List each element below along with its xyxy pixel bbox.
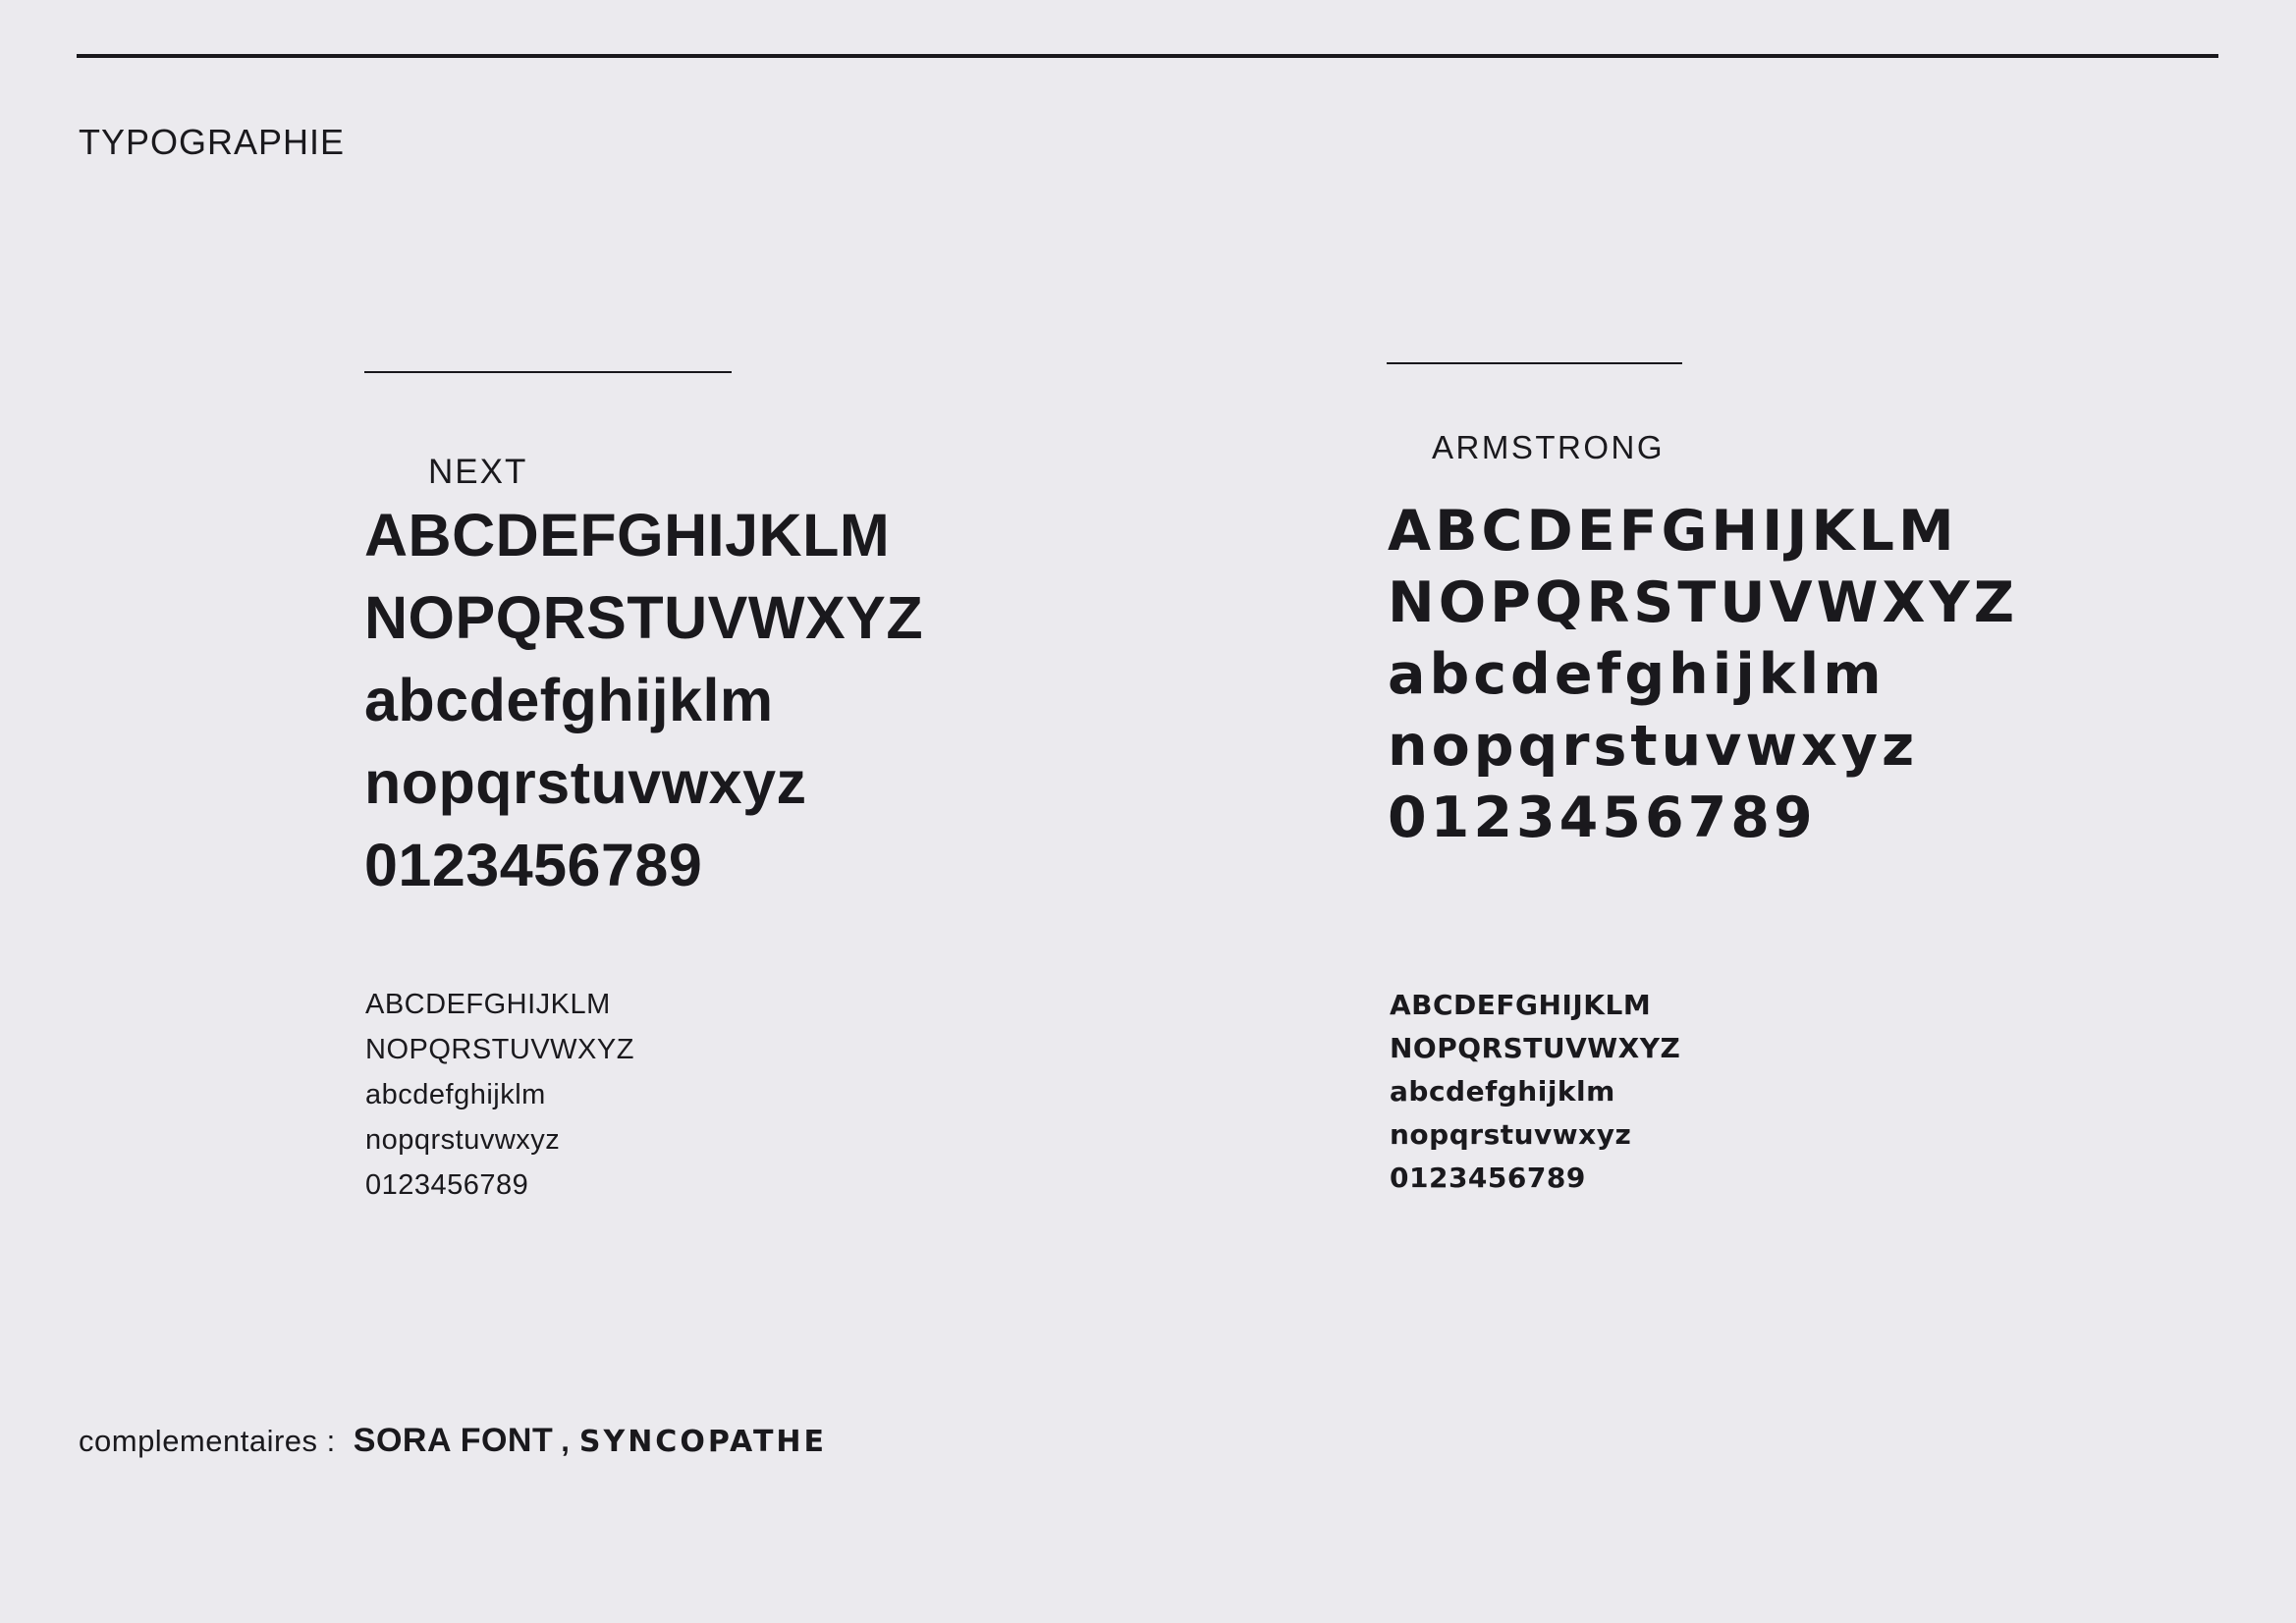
specimen-line-uppercase-2: NOPQRSTUVWXYZ xyxy=(1390,1032,1681,1064)
specimen-line-uppercase-2: NOPQRSTUVWXYZ xyxy=(1388,570,2019,635)
complementary-fonts xyxy=(79,1422,827,1460)
specimen-line-lowercase-1: abcdefghijklm xyxy=(365,1079,546,1110)
specimen-line-lowercase-2: nopqrstuvwxyz xyxy=(1388,714,1919,779)
specimen-line-digits: 0123456789 xyxy=(365,1169,529,1201)
next-font-name: NEXT xyxy=(428,453,528,492)
specimen-line-uppercase-1: ABCDEFGHIJKLM xyxy=(1390,989,1652,1021)
specimen-line-uppercase-2: NOPQRSTUVWXYZ xyxy=(364,584,924,651)
complementary-label: complementaires : xyxy=(79,1424,336,1458)
complementary-font-sora: SORA FONT xyxy=(353,1422,554,1459)
specimen-line-lowercase-2: nopqrstuvwxyz xyxy=(1390,1118,1632,1151)
page-title: TYPOGRAPHIE xyxy=(79,122,346,163)
armstrong-specimen-small xyxy=(1390,984,1680,1200)
next-divider xyxy=(364,371,732,373)
specimen-line-digits: 0123456789 xyxy=(1390,1162,1586,1194)
armstrong-specimen-large xyxy=(1388,496,2018,854)
specimen-line-digits: 0123456789 xyxy=(1388,785,1817,850)
complementary-separator: , xyxy=(561,1424,570,1458)
specimen-line-digits: 0123456789 xyxy=(364,832,703,898)
top-divider xyxy=(77,54,2218,58)
armstrong-divider xyxy=(1387,362,1682,364)
armstrong-font-name: ARMSTRONG xyxy=(1432,429,1665,466)
specimen-line-lowercase-1: abcdefghijklm xyxy=(1388,642,1886,707)
next-specimen-large xyxy=(364,494,923,906)
specimen-line-uppercase-1: ABCDEFGHIJKLM xyxy=(1388,499,1958,564)
specimen-line-lowercase-2: nopqrstuvwxyz xyxy=(364,749,807,816)
complementary-font-syncopathe: SYNCOPATHE xyxy=(578,1425,828,1459)
specimen-line-uppercase-1: ABCDEFGHIJKLM xyxy=(365,989,611,1020)
specimen-line-lowercase-2: nopqrstuvwxyz xyxy=(365,1124,561,1156)
specimen-line-uppercase-2: NOPQRSTUVWXYZ xyxy=(365,1034,634,1065)
specimen-line-lowercase-1: abcdefghijklm xyxy=(364,667,774,733)
specimen-line-lowercase-1: abcdefghijklm xyxy=(1390,1075,1615,1108)
next-specimen-small xyxy=(365,982,634,1208)
specimen-line-uppercase-1: ABCDEFGHIJKLM xyxy=(364,502,891,568)
